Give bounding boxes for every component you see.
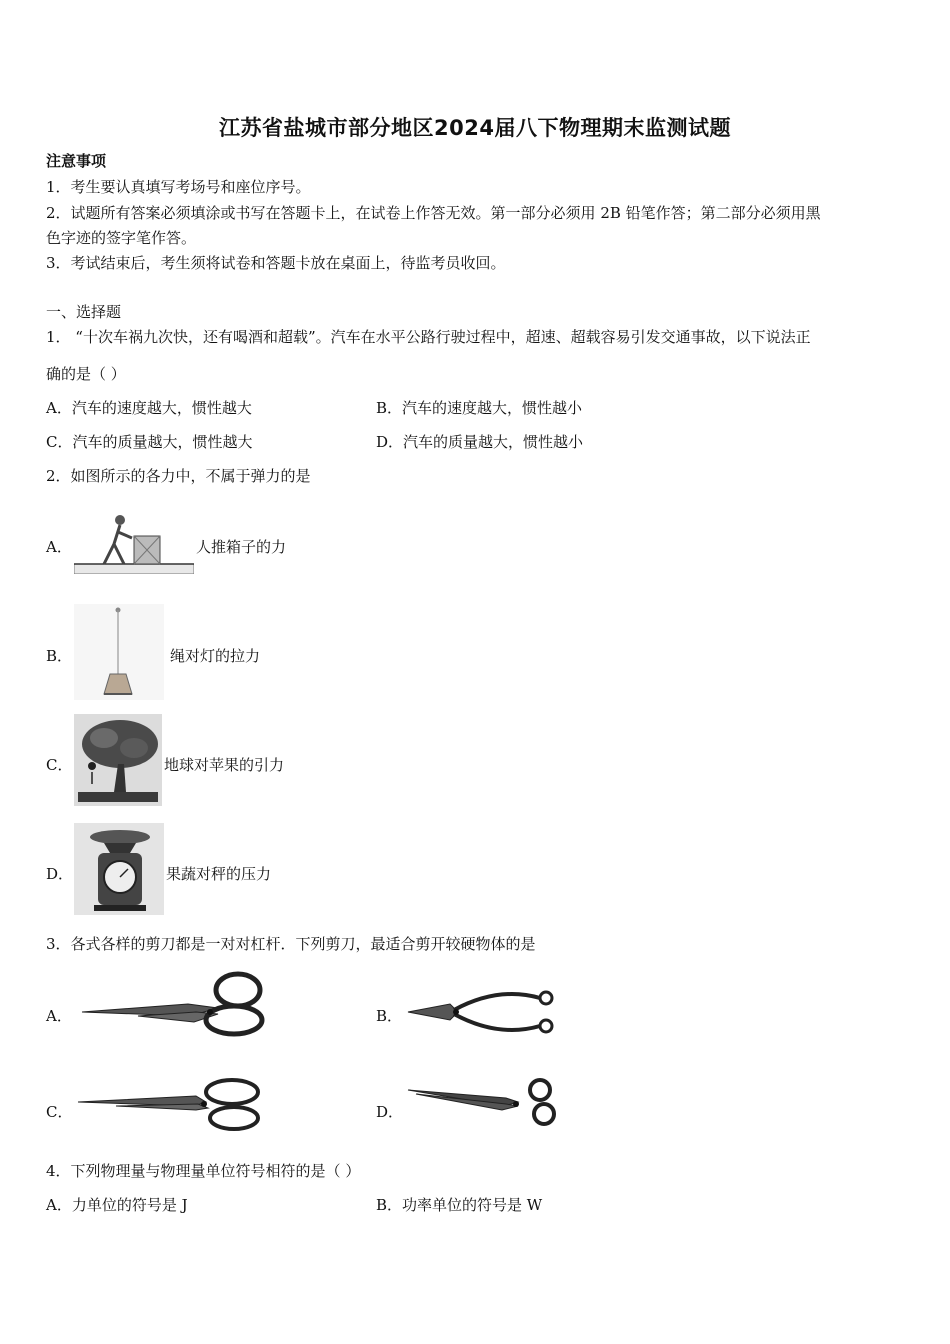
q1-option-c: C．汽车的质量越大，惯性越大 — [46, 433, 253, 451]
q2-option-d-text: 果蔬对秤的压力 — [166, 865, 272, 883]
apple-tree-figure — [74, 714, 162, 806]
notice-item: 2．试题所有答案必须填涂或书写在答题卡上，在试卷上作答无效。第一部分必须用 2B 铅笔作答；第二部分必须用黑 — [46, 204, 821, 222]
q2-option-d-letter: D． — [46, 865, 74, 883]
question-2-stem: 2．如图所示的各力中，不属于弹力的是 — [46, 467, 311, 485]
notice-heading: 注意事项 — [46, 152, 107, 170]
q2-option-a-letter: A． — [46, 538, 72, 556]
section-heading: 一、选择题 — [46, 303, 122, 321]
q2-option-c-text: 地球对苹果的引力 — [164, 756, 285, 774]
q3-option-d-letter: D． — [376, 1103, 404, 1121]
page-title: 江苏省盐城市部分地区2024届八下物理期末监测试题 — [219, 116, 731, 140]
q2-option-c-letter: C． — [46, 756, 73, 774]
scissors-b-figure — [404, 986, 560, 1038]
question-1-stem: 1． “十次车祸九次快，还有喝酒和超载”。汽车在水平公路行驶过程中，超速、超载容易引发交通事故，以下说法正 — [46, 328, 811, 346]
question-1-stem-cont: 确的是（ ） — [46, 365, 126, 383]
notice-item: 1．考生要认真填写考场号和座位序号。 — [46, 178, 311, 196]
q2-option-b-text: 绳对灯的拉力 — [170, 647, 261, 665]
q2-option-b-letter: B． — [46, 647, 73, 665]
q3-option-c-letter: C． — [46, 1103, 73, 1121]
notice-item: 3．考试结束后，考生须将试卷和答题卡放在桌面上，待监考员收回。 — [46, 254, 506, 272]
push-box-figure — [74, 512, 194, 574]
scissors-a-figure — [78, 968, 268, 1040]
scissors-c-figure — [76, 1076, 264, 1132]
q2-option-a-text: 人推箱子的力 — [196, 538, 287, 556]
scissors-d-figure — [406, 1076, 562, 1128]
notice-item: 色字迹的签字笔作答。 — [46, 229, 197, 247]
question-3-stem: 3．各式各样的剪刀都是一对对杠杆．下列剪刀，最适合剪开较硬物体的是 — [46, 935, 536, 953]
q4-option-b: B．功率单位的符号是 W — [376, 1196, 543, 1214]
q1-option-a: A．汽车的速度越大，惯性越大 — [46, 399, 252, 417]
hanging-lamp-figure — [74, 604, 164, 700]
question-4-stem: 4．下列物理量与物理量单位符号相符的是（ ） — [46, 1162, 361, 1180]
q1-option-d: D．汽车的质量越大，惯性越小 — [376, 433, 584, 451]
q4-option-a: A．力单位的符号是 J — [46, 1196, 188, 1214]
q1-option-b: B．汽车的速度越大，惯性越小 — [376, 399, 583, 417]
kitchen-scale-figure — [74, 823, 164, 915]
q3-option-b-letter: B． — [376, 1007, 403, 1025]
q3-option-a-letter: A． — [46, 1007, 72, 1025]
